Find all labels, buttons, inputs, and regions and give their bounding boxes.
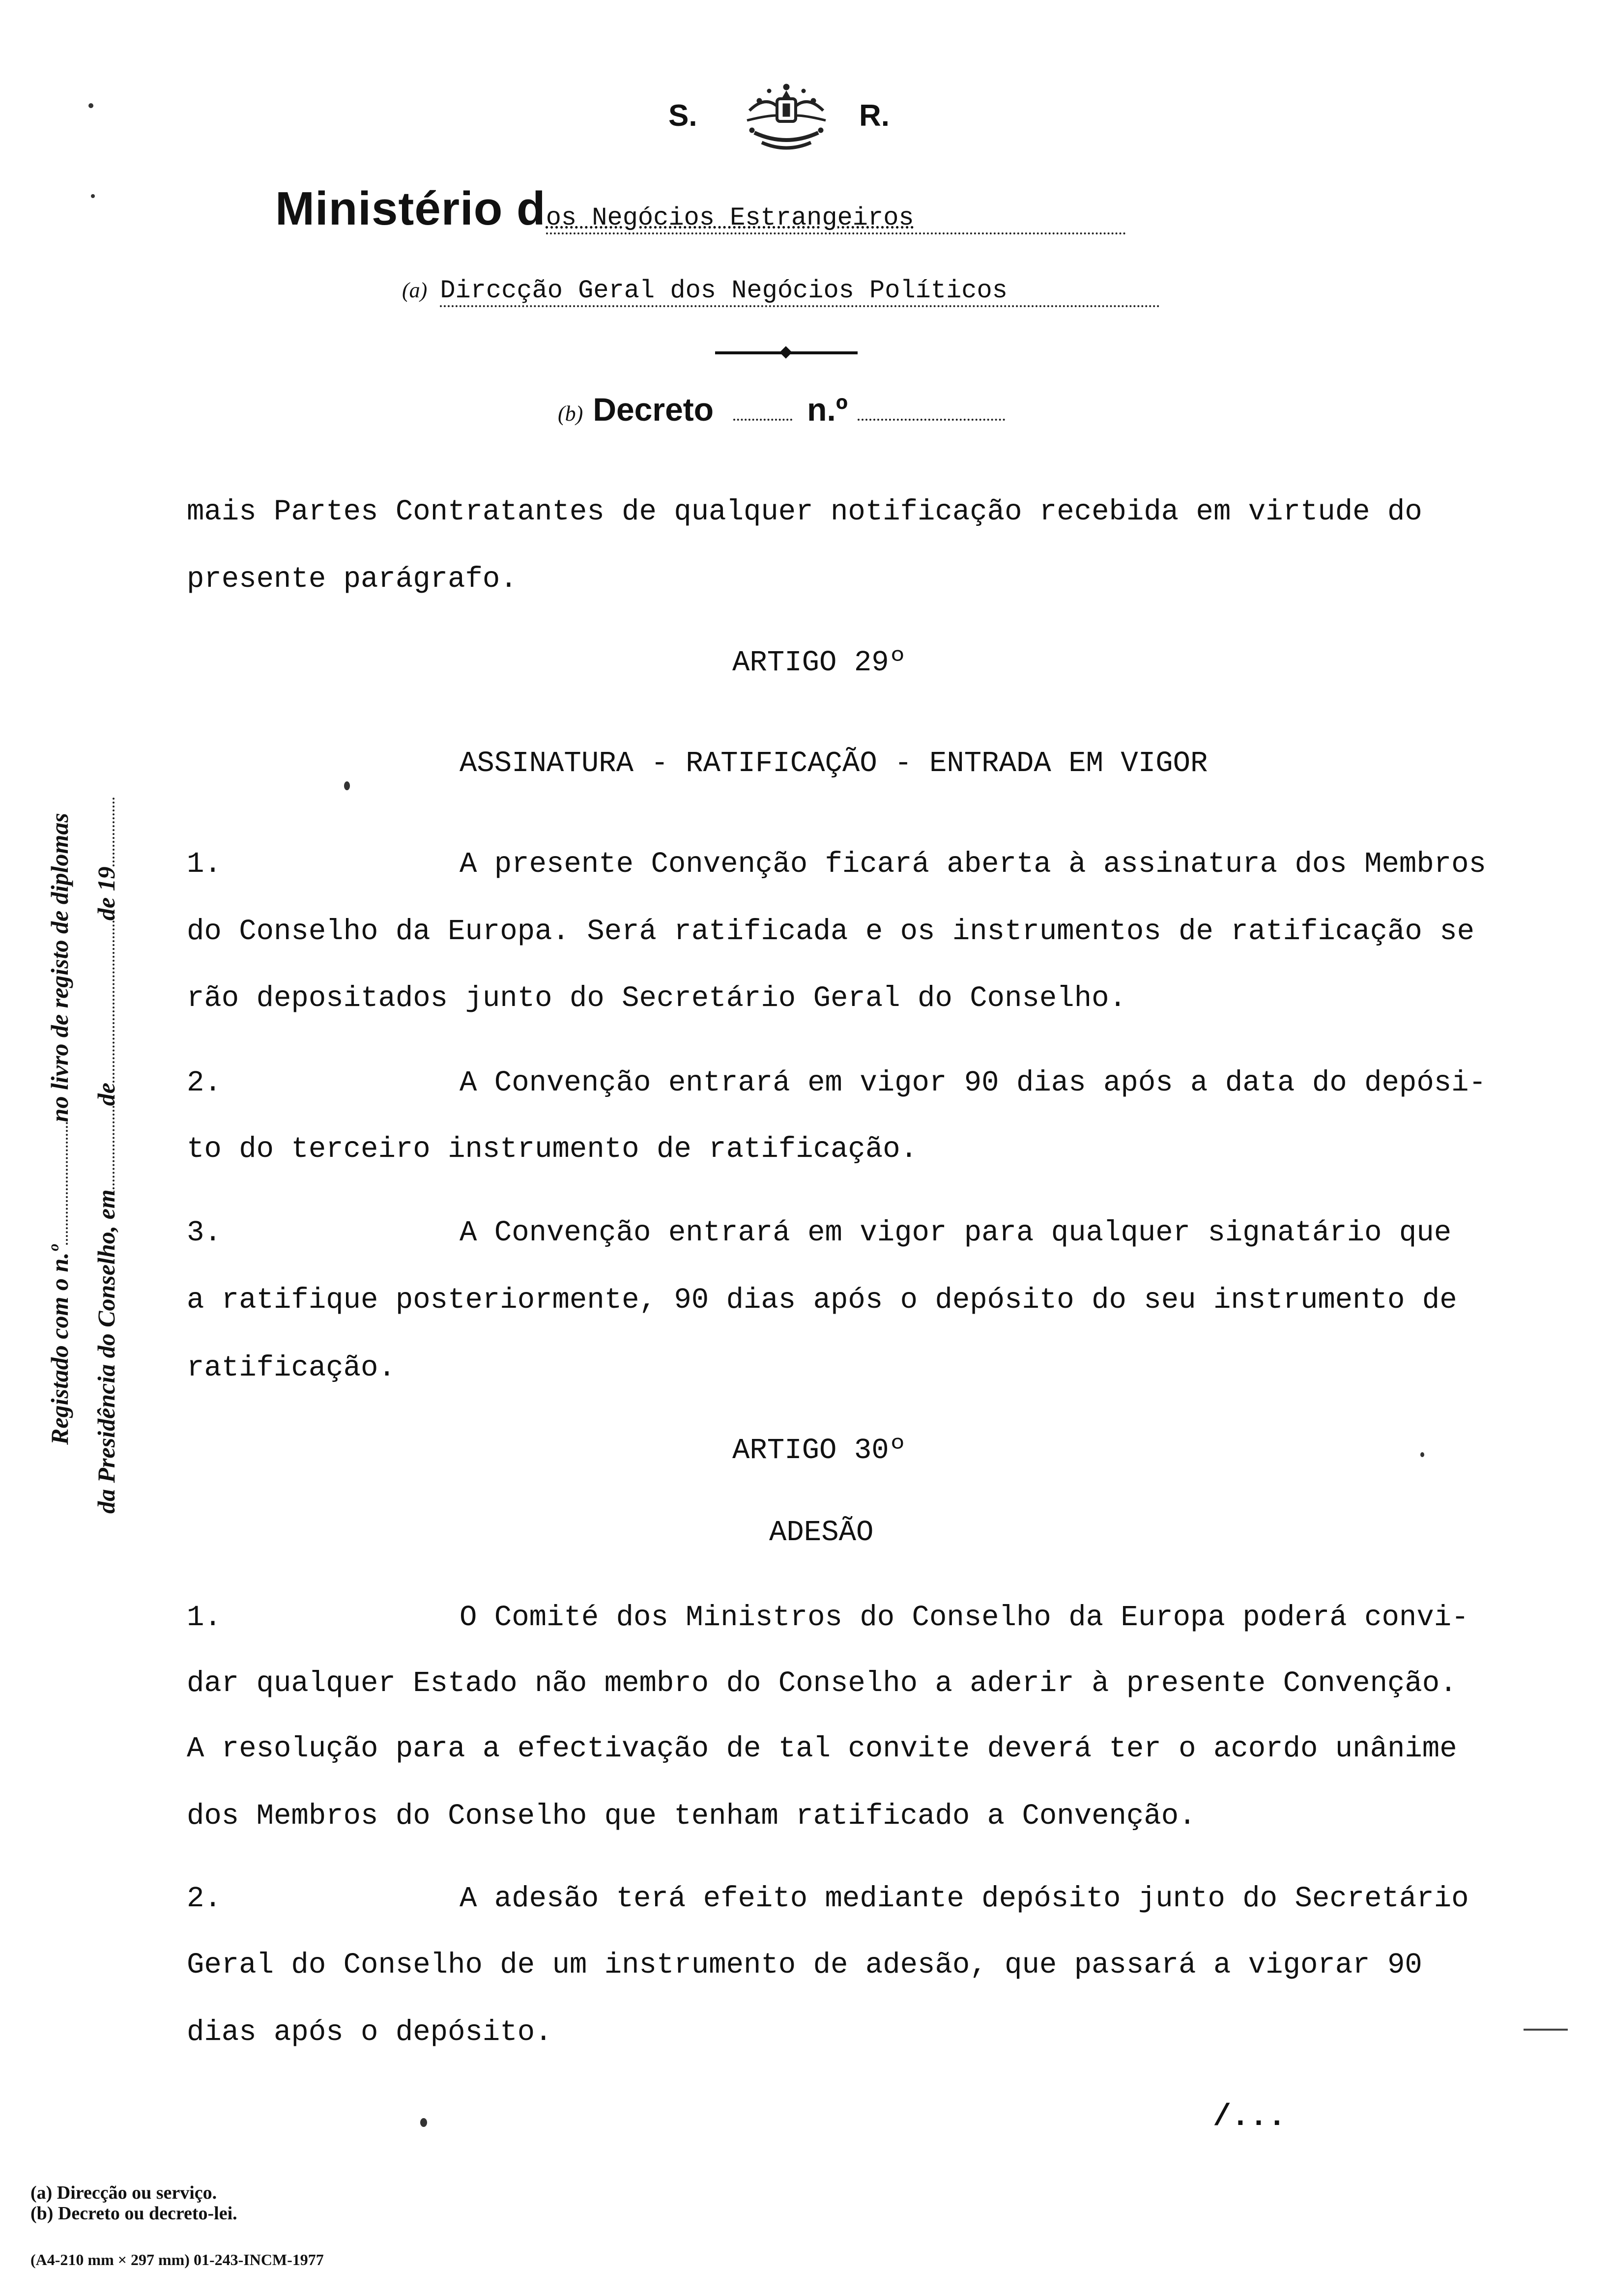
presidency-year-label: de 19 [92,866,120,921]
presidency-de-label: de [92,1083,120,1106]
art29-p3-line-3: ratificação. [187,1351,396,1384]
decree-label: Decreto [593,391,714,428]
art30-p2-line-1: A adesão terá efeito mediante depósito junto do Secretário [460,1882,1469,1915]
footnote-a: (a) Direcção ou serviço. [30,2182,217,2203]
article-29-subtitle: ASSINATURA - RATIFICAÇÃO - ENTRADA EM VIGOR [460,747,1208,780]
registration-note-1 [45,813,74,1445]
art30-p2-number: 2. [187,1882,222,1915]
art29-p2-line-1: A Convenção entrará em vigor 90 dias após a data do depósi- [460,1066,1486,1099]
scan-mark [1524,2029,1568,2031]
scan-speck [344,781,350,790]
sr-right: R. [859,99,890,133]
art29-p1-line-1: A presente Convenção ficará aberta à assinatura dos Membros [460,848,1486,881]
intro-line-2: presente parágrafo. [187,563,518,596]
direction-line [402,276,1160,307]
ministry-label: Ministério d [275,182,546,235]
article-30-title: ARTIGO 30º [732,1434,907,1467]
article-29-title: ARTIGO 29º [732,646,907,679]
art29-p1-line-2: do Conselho da Europa. Será ratificada e os instrumentos de ratificação se [187,915,1475,948]
art29-p3-line-2: a ratifique posteriormente, 90 dias após o depósito do seu instrumento de [187,1284,1457,1317]
presidency-label: da Presidência do Conselho, em [92,1189,120,1514]
intro-line-1: mais Partes Contratantes de qualquer notificação recebida em virtude do [187,495,1422,528]
registration-label: Registado com o n.º [46,1245,73,1445]
print-reference: (A4-210 mm × 297 mm) 01-243-INCM-1977 [30,2251,324,2268]
sr-left: S. [668,99,697,133]
direction-marker: (a) [402,278,428,302]
scan-speck [88,103,93,108]
footnote-b: (b) Decreto ou decreto-lei. [30,2203,237,2224]
scan-speck [91,194,95,198]
art29-p1-number: 1. [187,848,222,881]
art29-p3-line-1: A Convenção entrará em vigor para qualquer signatário que [460,1216,1452,1249]
ministry-fill-text: os Negócios Estrangeiros [546,203,914,232]
art29-p1-line-3: rão depositados junto do Secretário Geral do Conselho. [187,982,1126,1015]
continuation-mark: /... [1213,2099,1286,2134]
art30-p1-line-4: dos Membros do Conselho que tenham ratificado a Convenção. [187,1800,1196,1833]
ministry-line [275,182,1126,236]
direction-fill [440,276,1160,307]
art30-p2-line-3: dias após o depósito. [187,2016,552,2049]
scan-speck [1420,1452,1424,1457]
art29-p2-line-2: to do terceiro instrumento de ratificação. [187,1133,918,1166]
direction-fill-text: Dirccção Geral dos Negócios Políticos [440,276,1008,305]
art30-p2-line-2: Geral do Conselho de um instrumento de adesão, que passará a vigorar 90 [187,1949,1422,1981]
decree-marker: (b) [558,402,583,426]
registration-book-label: no livro de registo de diplomas [46,813,73,1122]
number-blank [858,399,1005,421]
art30-p1-line-3: A resolução para a efectivação de tal convite deverá ter o acordo unânime [187,1732,1457,1765]
art30-p1-line-1: O Comité dos Ministros do Conselho da Europa poderá convi- [460,1601,1469,1634]
decree-blank [733,399,792,421]
ornament-diamond-icon [779,346,792,358]
art30-p1-line-2: dar qualquer Estado não membro do Conselho a aderir à presente Convenção. [187,1667,1457,1700]
art30-p1-number: 1. [187,1601,222,1634]
coat-of-arms-icon [740,81,833,155]
number-label: n.º [807,391,848,428]
registration-note-2 [92,798,120,1514]
art29-p3-number: 3. [187,1216,222,1249]
article-30-subtitle: ADESÃO [769,1516,874,1549]
ministry-fill [546,203,1126,234]
decree-line [558,391,1005,428]
scan-speck [420,2118,427,2127]
art29-p2-number: 2. [187,1066,222,1099]
